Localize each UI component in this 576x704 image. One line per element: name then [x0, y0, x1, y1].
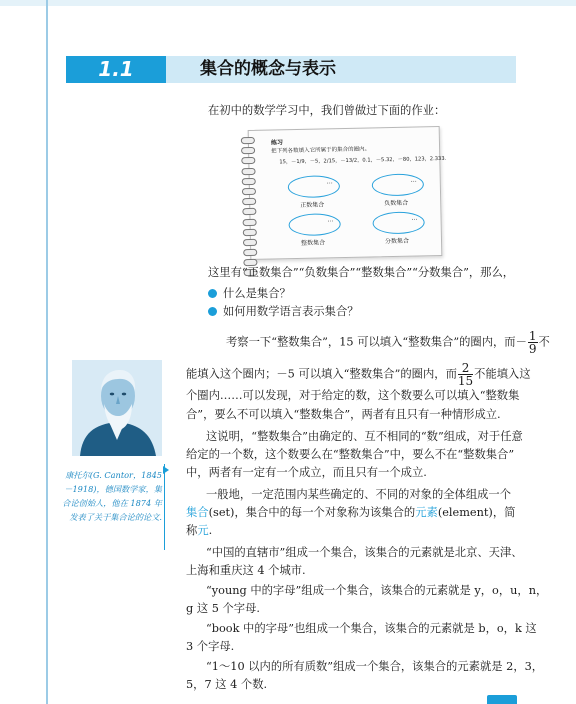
bullet-dot-icon	[208, 289, 217, 298]
set-caption-integer: 整数集合	[300, 239, 326, 247]
page-number-tab	[487, 695, 517, 704]
text-line-18: “1～10 以内的所有质数”组成一个集合，该集合的元素就是 2，3，	[206, 660, 544, 673]
text-line-10: 集合(set)，集合中的每一个对象称为该集合的元素(element)，简	[186, 506, 516, 519]
intro-text: 在初中的数学学习中，我们曾做过下面的作业：	[208, 104, 446, 117]
bullet-dot-icon	[208, 307, 217, 316]
term-element-short: 元	[197, 524, 209, 537]
cantor-portrait	[72, 360, 162, 456]
text-line-16: “book 中的字母”也组成一个集合，该集合的元素就是 b，o，k 这	[206, 622, 537, 635]
text-line-2: 考察一下“整数集合”，15 可以填入“整数集合”的圈内，而－ $\frac{1}{9}$ 不	[226, 329, 550, 356]
text-line-13: 上海和重庆这 4 个城市.	[186, 564, 306, 577]
exercise-notebook-figure	[248, 126, 450, 260]
set-caption-negative: 负数集合	[384, 199, 409, 208]
text-line-1: 这里有“正数集合”“负数集合”“整数集合”“分数集合”，那么，	[208, 266, 515, 279]
section-title: 集合的概念与表示	[200, 59, 336, 79]
set-oval-fraction: …	[372, 211, 424, 234]
text-line-8: 中，两者有一定有一个成立，而且只有一个成立.	[186, 466, 427, 479]
text-line-7: 给定的一个数，这个数要么在“整数集合”中，要么不在“整数集合”	[186, 448, 515, 461]
question-item-1: 什么是集合？	[208, 286, 291, 302]
text-line-4: 个圈内……可以发现，对于给定的数，这个数要么可以填入“整数集	[186, 389, 520, 402]
left-margin-rule	[46, 0, 48, 704]
text-line-15: g 这 5 个字母.	[186, 602, 260, 615]
term-set: 集合	[186, 506, 209, 519]
text-line-12: “中国的直辖市”组成一个集合，该集合的元素就是北京、天津、	[206, 546, 523, 559]
text-line-3: 能填入这个圈内；－5 可以填入“整数集合”的圈内，而 $\frac{2}{15}$ 不能填入这	[186, 361, 531, 388]
set-oval-negative: …	[372, 173, 424, 196]
portrait-caption: 康托尔(G. Cantor，1845－1918)，德国数学家，集合论创始人，他在 1874 年发表了关于集合论的论文.	[62, 470, 162, 522]
term-element: 元素	[415, 506, 438, 519]
text-line-14: “young 中的字母”组成一个集合，该集合的元素就是 y，o，u，n，	[206, 584, 548, 597]
set-oval-positive: …	[288, 175, 340, 198]
exercise-label: 练习	[270, 139, 284, 147]
set-caption-positive: 正数集合	[300, 201, 325, 209]
caption-pointer-icon	[163, 466, 169, 474]
fraction-one-ninth: $\frac{1}{9}$	[528, 329, 537, 356]
exercise-numbers: 15，－1/9，－5，2/15，－13/2，0.1，－5.32，－80，123，2.333．	[279, 155, 450, 166]
text-line-9: 一般地，一定范围内某些确定的、不同的对象的全体组成一个	[206, 488, 512, 501]
section-number: 1.1	[66, 56, 166, 83]
spiral-binding	[241, 137, 257, 253]
question-item-2: 如何用数学语言表示集合？	[208, 304, 359, 320]
set-caption-fraction: 分数集合	[384, 237, 410, 246]
text-line-17: 3 个字母.	[186, 640, 235, 653]
fraction-two-fifteenths: $\frac{2}{15}$	[457, 361, 474, 388]
text-line-5: 合”，要么不可以填入“整数集合”，两者有且只有一种情形成立.	[186, 408, 501, 421]
set-oval-integer: …	[288, 213, 340, 236]
exercise-question: 把下列各数填入它所属于的集合的圈内。	[271, 146, 371, 155]
text-line-6: 这说明，“整数集合”由确定的、互不相同的“数”组成，对于任意	[206, 430, 523, 443]
text-line-19: 5，7 这 4 个数.	[186, 678, 268, 691]
top-decor-rule	[0, 0, 576, 6]
text-line-11: 称元.	[186, 524, 213, 537]
